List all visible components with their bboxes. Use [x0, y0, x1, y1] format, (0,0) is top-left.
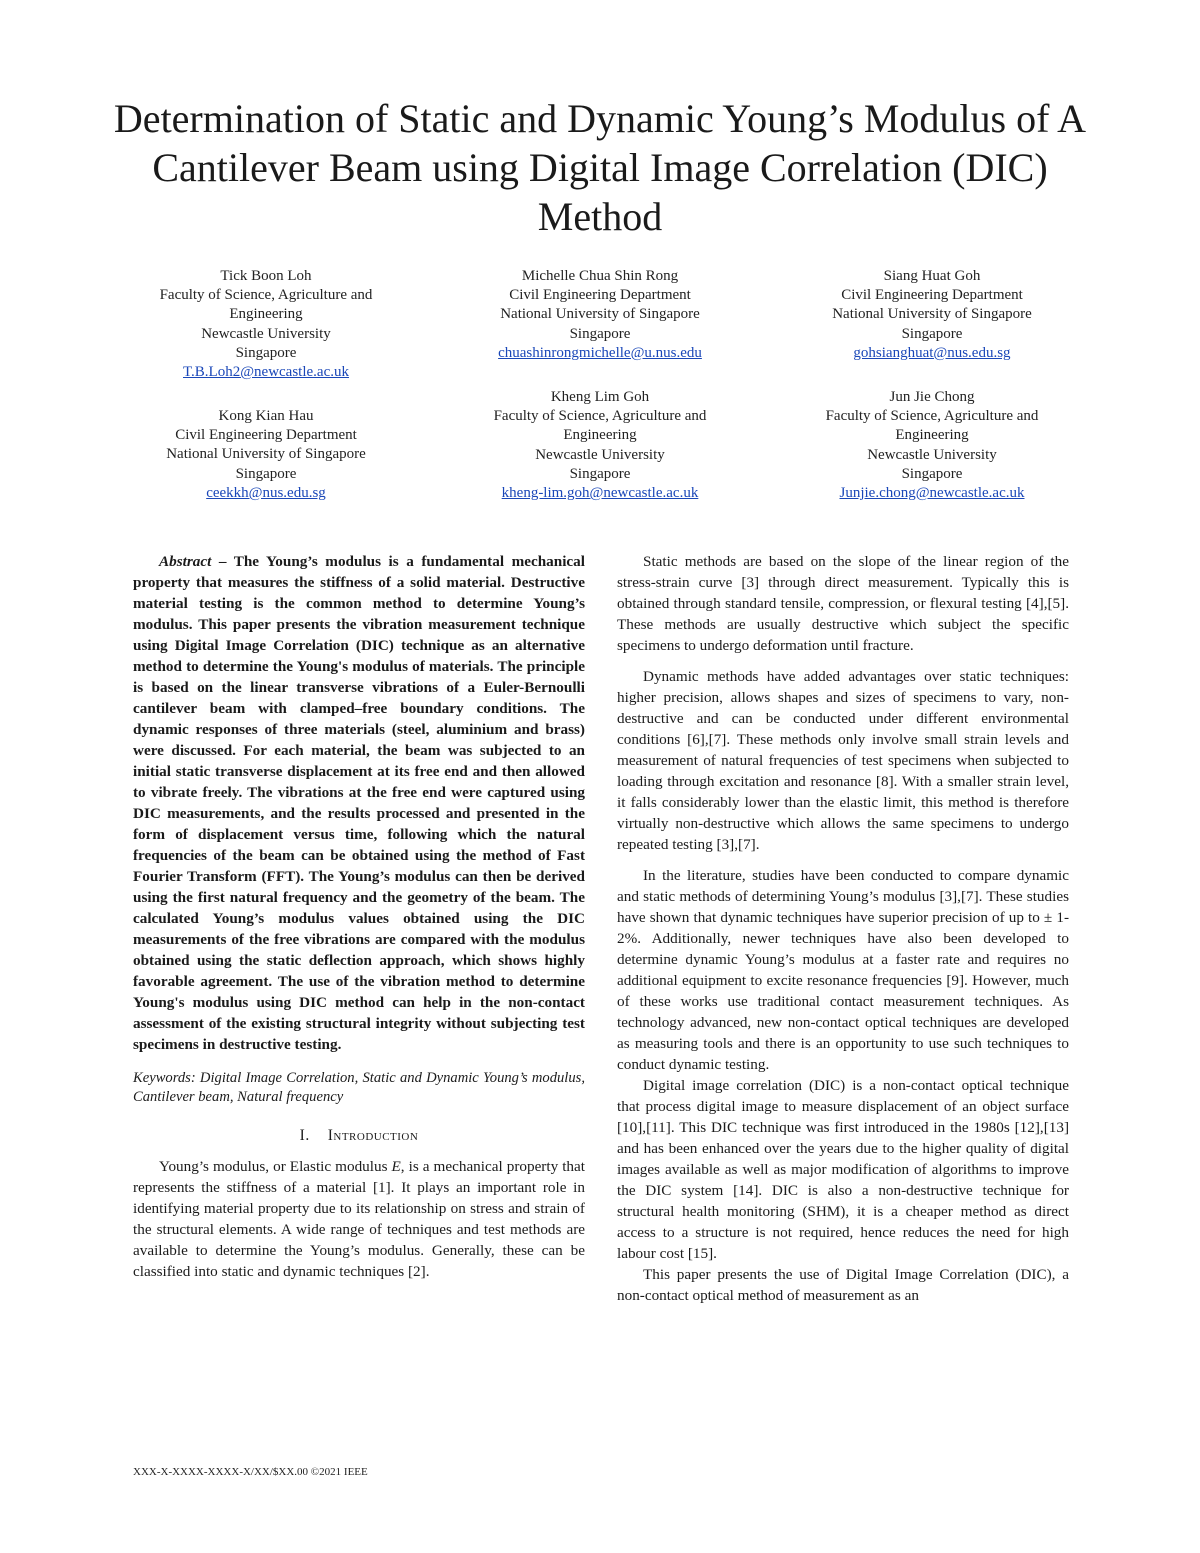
author-email-link[interactable]: kheng-lim.goh@newcastle.ac.uk [501, 485, 699, 502]
abstract-dash: – [211, 553, 234, 570]
author-institution: Newcastle University [867, 446, 997, 463]
body-paragraph: Digital image correlation (DIC) is a non-contact optical technique that process digital image to measure displacement of an object surface [10],[11]. This DIC technique was first introduced in the 1980s [12],[13] and has been enhanced over the years due to the higher quality of digital images available as well as major modification of algorithms to improve the DIC system [14]. DIC is also a non-destructive technique for structural health monitoring (SHM), it is a cheaper method as direct access to a structure is not required, hence reduces the need for high labour cost [15]. [617, 1077, 1069, 1262]
modulus-symbol: E [391, 1158, 401, 1175]
intro-paragraph [133, 1156, 585, 1282]
author-country: Singapore [569, 325, 631, 342]
author-email-link[interactable]: gohsianghuat@nus.edu.sg [853, 344, 1011, 361]
author-country: Singapore [235, 465, 297, 482]
author-block [792, 267, 1072, 363]
left-column [133, 551, 585, 1282]
copyright-footer: XXX-X-XXXX-XXXX-X/XX/$XX.00 ©2021 IEEE [133, 1466, 368, 1478]
section-number: I. [299, 1127, 310, 1144]
author-email-link[interactable]: T.B.Loh2@newcastle.ac.uk [183, 364, 349, 381]
author-affiliation: Civil Engineering Department [175, 427, 357, 444]
paper-title: Determination of Static and Dynamic Young’s Modulus of A Cantilever Beam using Digital Image Correlation (DIC) Method [113, 96, 1087, 239]
author-country: Singapore [901, 465, 963, 482]
author-country: Singapore [901, 325, 963, 342]
body-paragraph: This paper presents the use of Digital Image Correlation (DIC), a non-contact optical method of measurement as an [617, 1266, 1069, 1304]
author-name: Michelle Chua Shin Rong [521, 268, 679, 284]
intro-text: , is a mechanical property that represents the stiffness of a material [1]. It plays an important role in identifying material property due to its relationship on stress and strain of the structural elements. A wide range of techniques and test methods are available to determine the Young’s modulus. Generally, these can be classified into static and dynamic techniques [2]. [133, 1158, 585, 1280]
keywords: Keywords: Digital Image Correlation, Static and Dynamic Young’s modulus, Cantilever beam, Natural frequency [133, 1070, 585, 1105]
author-institution: National University of Singapore [166, 446, 366, 463]
body-paragraph: Static methods are based on the slope of the linear region of the stress-strain curve [3] through direct measurement. Typically this is obtained through standard tensile, compression, or flexural testing [4],[5]. These methods are usually destructive which subject the specific specimens to undergo deformation until fracture. [617, 553, 1069, 654]
author-block [460, 388, 740, 503]
author-name: Jun Jie Chong [889, 389, 975, 405]
author-affiliation: Faculty of Science, Agriculture and Engineering [825, 408, 1039, 444]
author-affiliation: Civil Engineering Department [509, 287, 691, 304]
author-name: Tick Boon Loh [220, 268, 312, 284]
right-column [617, 551, 1069, 1306]
author-email-link[interactable]: Junjie.chong@newcastle.ac.uk [839, 485, 1025, 502]
abstract-text: The Young’s modulus is a fundamental mechanical property that measures the stiffness of a solid material. Destructive material testing is the common method to determine Young’s modulus. This paper presents the vibration measurement technique using Digital Image Correlation (DIC) technique as an alternative method to determine the Young's modulus of materials. The principle is based on the linear transverse vibrations of a Euler-Bernoulli cantilever beam with clamped–free boundary conditions. The dynamic responses of three materials (steel, aluminium and brass) were discussed. For each material, the beam was subjected to an initial static transverse displacement at its free end and then allowed to vibrate freely. The vibrations at the free end were captured using DIC measurements, and the results processed and presented in the form of displacement versus time, following which the natural frequencies of the beam can be obtained using the method of Fast Fourier Transform (FFT). The Young’s modulus can then be derived using the first natural frequency and the geometry of the beam. The calculated Young’s modulus values obtained using the DIC measurements of the free vibrations are compared with the modulus obtained using the static deflection approach, which shows highly favorable agreement. The use of the vibration method to determine Young's modulus using DIC method can help in the non-contact assessment of the existing structural integrity without subjecting test specimens in destructive testing. [133, 553, 585, 1053]
author-block [460, 267, 740, 363]
author-name: Kheng Lim Goh [550, 389, 650, 405]
author-country: Singapore [569, 465, 631, 482]
author-affiliation: Civil Engineering Department [841, 287, 1023, 304]
author-block [792, 388, 1072, 503]
author-block [126, 267, 406, 382]
author-name: Kong Kian Hau [218, 408, 314, 424]
author-email-link[interactable]: ceekkh@nus.edu.sg [206, 484, 326, 501]
abstract-label: Abstract [159, 553, 212, 570]
author-institution: Newcastle University [201, 325, 331, 342]
author-email-link[interactable]: chuashinrongmichelle@u.nus.edu [498, 344, 702, 361]
author-name: Siang Huat Goh [883, 268, 981, 284]
intro-text: Young’s modulus, or Elastic modulus [159, 1158, 392, 1175]
author-affiliation: Faculty of Science, Agriculture and Engineering [493, 408, 707, 444]
author-block [126, 407, 406, 503]
section-heading [133, 1125, 585, 1146]
body-paragraph: In the literature, studies have been conducted to compare dynamic and static methods of determining Young’s modulus [3],[7]. These studies have shown that dynamic techniques have superior precision of up to ± 1-2%. Additionally, newer techniques have also been developed to determine dynamic Young’s modulus at a faster rate and requires no additional equipment to excite resonance frequencies [9]. However, much of these works use traditional contact measurement techniques. As technology advanced, new non-contact optical techniques are developed as measuring tools and there is an opportunity to use such techniques to conduct dynamic testing. [617, 867, 1069, 1073]
author-affiliation: Faculty of Science, Agriculture and Engineering [159, 287, 373, 323]
author-institution: National University of Singapore [832, 306, 1032, 323]
body-paragraph: Dynamic methods have added advantages over static techniques: higher precision, allows shapes and sizes of specimens to vary, non-destructive and can be conducted under different environmental conditions [6],[7]. These methods only involve small strain levels and measurement of natural frequencies of test specimens when subjected to loading through excitation and resonance [8]. With a smaller strain level, it falls considerably lower than the elastic limit, this method is therefore virtually non-destructive which allows the same specimens to undergo repeated testing [3],[7]. [617, 668, 1069, 853]
author-institution: Newcastle University [535, 446, 665, 463]
abstract [133, 551, 585, 1055]
section-title: Introduction [327, 1127, 419, 1144]
author-country: Singapore [235, 344, 297, 361]
author-institution: National University of Singapore [500, 306, 700, 323]
